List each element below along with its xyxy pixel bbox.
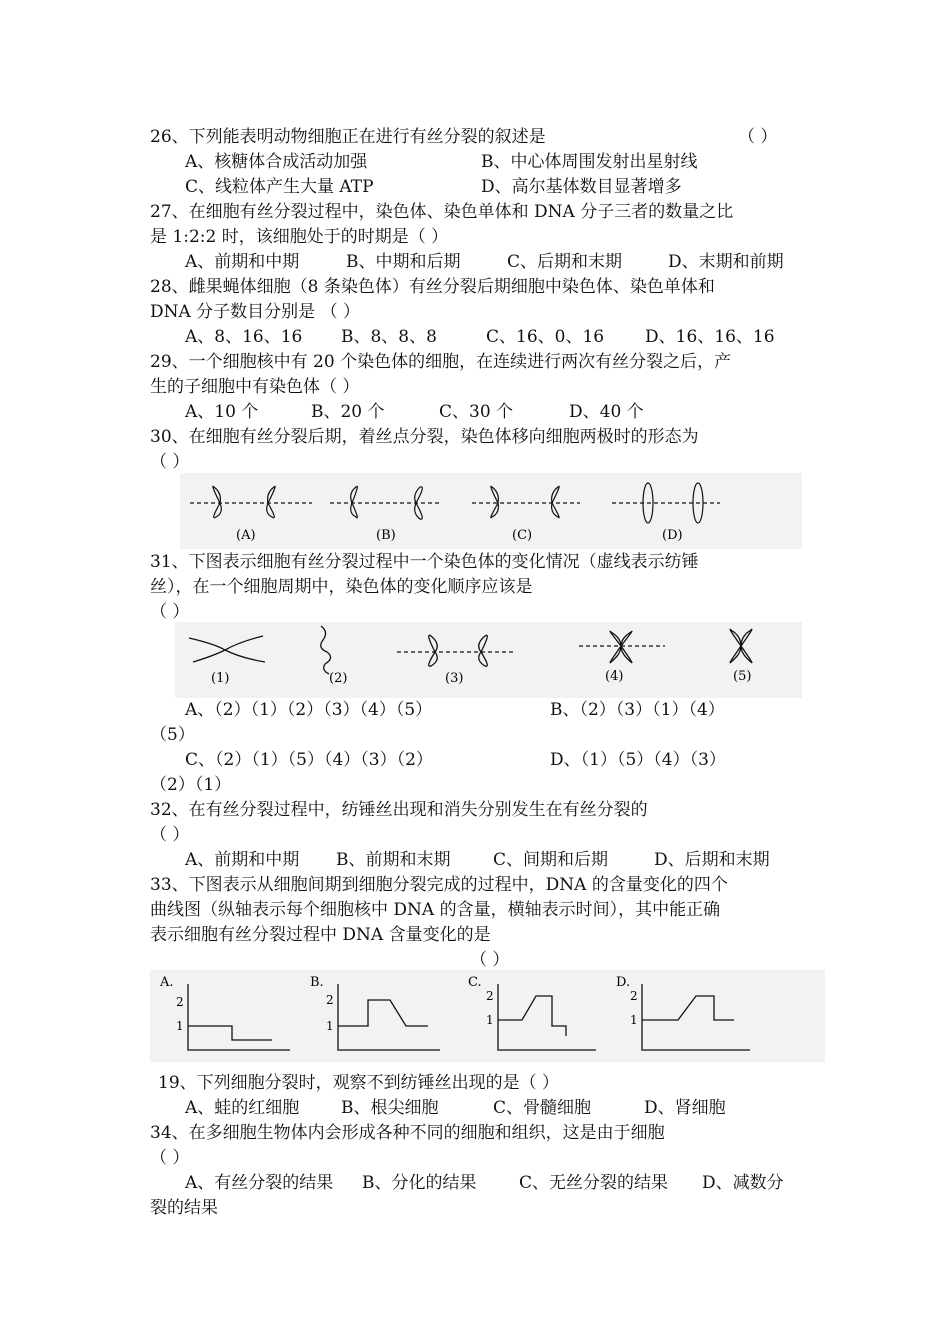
- q33-graph-a-label: A.: [160, 975, 174, 990]
- q32-option-a: A、前期和中期: [185, 850, 300, 870]
- q28-option-b: B、8、8、8: [341, 327, 437, 347]
- q31-label-1: (1): [211, 671, 230, 686]
- q31-option-a: A、（2）（1）（2）（3）（4）（5）: [185, 700, 433, 720]
- q29-option-d: D、40 个: [569, 402, 644, 422]
- q19-stem: 19、下列细胞分裂时，观察不到纺锤丝出现的是（ ）: [158, 1073, 560, 1093]
- q31-stem-line2: 丝），在一个细胞周期中，染色体的变化顺序应该是: [150, 577, 533, 597]
- q28-stem-line1: 28、雌果蝇体细胞（8 条染色体）有丝分裂后期细胞中染色体、染色单体和: [150, 277, 715, 297]
- q32-stem: 32、在有丝分裂过程中，纺锤丝出现和消失分别发生在有丝分裂的: [150, 800, 648, 820]
- q31-label-2: (2): [329, 671, 348, 686]
- q31-option-b: B、（2）（3）（1）（4）: [550, 700, 725, 720]
- q33-figure-svg: [150, 970, 825, 1062]
- q32-option-c: C、间期和后期: [493, 850, 609, 870]
- q32-option-b: B、前期和末期: [336, 850, 451, 870]
- q31-label-5: (5): [733, 669, 752, 684]
- q33-graph-c-label: C.: [468, 975, 482, 990]
- q33-graph-d-tick-2: 2: [630, 989, 638, 1003]
- q30-chromosome-a-right: [267, 486, 275, 517]
- q33-graph-b-curve: [338, 1000, 428, 1026]
- q34-option-a: A、有丝分裂的结果: [185, 1173, 334, 1193]
- q29-stem-line2: 生的子细胞中有染色体（ ）: [150, 377, 360, 397]
- q19-option-d: D、肾细胞: [644, 1098, 726, 1118]
- q33-stem-line1: 33、下图表示从细胞间期到细胞分裂完成的过程中，DNA 的含量变化的四个: [150, 875, 728, 895]
- q33-answer-bracket: （ ）: [470, 950, 510, 970]
- q30-chromosome-figure: [180, 473, 802, 549]
- q33-graph-b-tick-1: 1: [326, 1019, 334, 1033]
- q33-graph-a-tick-2: 2: [176, 995, 184, 1009]
- q28-stem-line2: DNA 分子数目分别是 （ ）: [150, 302, 360, 322]
- q31-fig3-chromosome-right: [479, 635, 488, 666]
- q33-graph-d-tick-1: 1: [630, 1013, 638, 1027]
- q32-answer-bracket: （ ）: [150, 825, 190, 845]
- q33-graph-d-curve: [642, 996, 734, 1020]
- q34-stem: 34、在多细胞生物体内会形成各种不同的细胞和组织，这是由于细胞: [150, 1123, 665, 1143]
- q31-figure-svg: [175, 622, 802, 698]
- q30-chromosome-a-left: [213, 486, 221, 517]
- q33-graph-c-tick-1: 1: [486, 1013, 494, 1027]
- q31-chromosome-figure: [175, 622, 802, 698]
- q34-option-b: B、分化的结果: [362, 1173, 477, 1193]
- q30-label-a: (A): [236, 528, 256, 543]
- q31-fig1-thread-a: [189, 638, 265, 662]
- q26-answer-bracket: （ ）: [738, 127, 778, 147]
- q30-chromosome-b-left: [351, 486, 358, 517]
- q33-graph-c-curve: [498, 996, 566, 1036]
- q31-fig4-chromosome: [610, 631, 632, 662]
- q28-option-a: A、8、16、16: [185, 327, 303, 347]
- q26-option-a: A、核糖体合成活动加强: [185, 152, 368, 172]
- q29-option-c: C、30 个: [439, 402, 514, 422]
- q33-graph-a-tick-1: 1: [176, 1019, 184, 1033]
- q30-label-c: (C): [512, 528, 533, 543]
- q30-chromosome-c-left: [491, 486, 499, 517]
- q31-stem-line1: 31、下图表示细胞有丝分裂过程中一个染色体的变化情况（虚线表示纺锤: [150, 552, 699, 572]
- q31-option-b-continued: （5）: [150, 725, 195, 745]
- q31-label-3: (3): [445, 671, 464, 686]
- q30-answer-bracket: （ ）: [150, 452, 190, 472]
- q31-label-4: (4): [605, 669, 624, 684]
- q31-fig1-thread-b: [193, 636, 263, 662]
- q26-stem: 26、下列能表明动物细胞正在进行有丝分裂的叙述是: [150, 127, 546, 147]
- q19-option-b: B、根尖细胞: [341, 1098, 439, 1118]
- q30-stem: 30、在细胞有丝分裂后期，着丝点分裂，染色体移向细胞两极时的形态为: [150, 427, 699, 447]
- q27-stem-line2: 是 1:2:2 时，该细胞处于的时期是（ ）: [150, 227, 449, 247]
- q34-option-d-continued: 裂的结果: [150, 1198, 218, 1218]
- q34-answer-bracket: （ ）: [150, 1148, 190, 1168]
- q31-fig5-chromosome: [730, 629, 752, 662]
- q27-stem-line1: 27、在细胞有丝分裂过程中，染色体、染色单体和 DNA 分子三者的数量之比: [150, 202, 734, 222]
- q33-dna-graphs-figure: [150, 970, 825, 1062]
- q29-option-a: A、10 个: [185, 402, 259, 422]
- q33-graph-d-axes: [642, 984, 750, 1050]
- q28-option-c: C、16、0、16: [486, 327, 605, 347]
- q33-graph-b-label: B.: [310, 975, 324, 990]
- q33-graph-d-label: D.: [616, 975, 631, 990]
- q30-figure-svg: [180, 473, 802, 549]
- q33-stem-line2: 曲线图（纵轴表示每个细胞核中 DNA 的含量，横轴表示时间），其中能正确: [150, 900, 721, 920]
- q30-chromosome-c-right: [552, 486, 560, 517]
- q19-option-c: C、骨髓细胞: [493, 1098, 592, 1118]
- q31-answer-bracket: （ ）: [150, 602, 190, 622]
- q32-option-d: D、后期和末期: [654, 850, 770, 870]
- q34-option-d: D、减数分: [702, 1173, 784, 1193]
- q33-graph-c-axes: [498, 984, 596, 1050]
- q19-option-a: A、蛙的红细胞: [185, 1098, 300, 1118]
- q26-option-b: B、中心体周围发射出星射线: [481, 152, 698, 172]
- q26-option-c: C、线粒体产生大量 ATP: [185, 177, 374, 197]
- q27-option-b: B、中期和后期: [346, 252, 461, 272]
- q27-option-d: D、末期和前期: [668, 252, 784, 272]
- q29-option-b: B、20 个: [311, 402, 385, 422]
- q33-graph-c-tick-2: 2: [486, 989, 494, 1003]
- q27-option-a: A、前期和中期: [185, 252, 300, 272]
- q33-stem-line3: 表示细胞有丝分裂过程中 DNA 含量变化的是: [150, 925, 491, 945]
- q33-graph-b-axes: [338, 984, 440, 1050]
- q31-option-d: D、（1）（5）（4）（3）: [550, 750, 726, 770]
- q31-option-c: C、（2）（1）（5）（4）（3）（2）: [185, 750, 433, 770]
- q26-option-d: D、高尔基体数目显著增多: [481, 177, 682, 197]
- q33-graph-a-curve: [188, 1026, 272, 1040]
- q34-option-c: C、无丝分裂的结果: [519, 1173, 669, 1193]
- q31-fig2-thread: [321, 626, 331, 674]
- q31-fig3-chromosome-left: [429, 635, 438, 666]
- q28-option-d: D、16、16、16: [645, 327, 775, 347]
- q30-label-b: (B): [376, 528, 396, 543]
- q27-option-c: C、后期和末期: [507, 252, 623, 272]
- q31-option-d-continued: （2）（1）: [150, 775, 232, 795]
- q30-label-d: (D): [662, 528, 683, 543]
- q33-graph-b-tick-2: 2: [326, 993, 334, 1007]
- q29-stem-line1: 29、一个细胞核中有 20 个染色体的细胞，在连续进行两次有丝分裂之后，产: [150, 352, 732, 372]
